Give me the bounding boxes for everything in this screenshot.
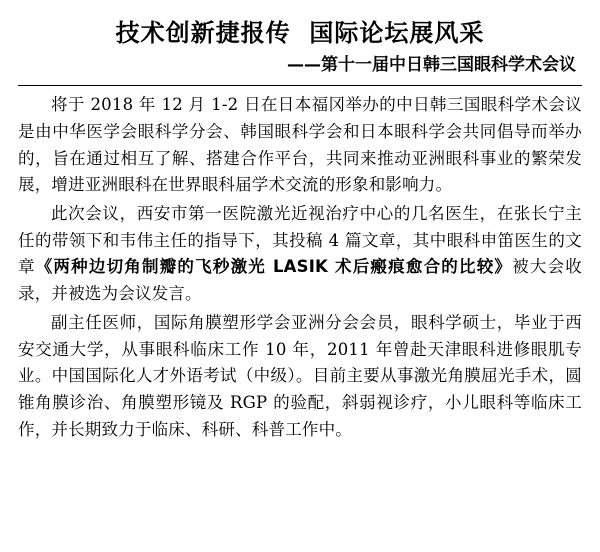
paragraph-3: 副主任医师，国际角膜塑形学会亚洲分会会员，眼科学硕士，毕业于西安交通大学，从事眼科临床工作 10 年，2011 年曾赴天津眼科进修眼肌专业。中国国际化人才外语考试（中级）。目前主要从事激光角膜屈光手术，圆锥角膜诊治、角膜塑形镜及 RGP 的验配，斜弱视诊疗，小儿眼科等临床工作，并长期致力于临床、科研、科普工作中。 bbox=[18, 312, 582, 439]
paragraph-2-part-b: 被大会收录，并被选为会议发言。 bbox=[18, 257, 582, 304]
paragraph-1: 将于 2018 年 12 月 1-2 日在日本福冈举办的中日韩三国眼科学术会议是由中华医学会眼科学分会、韩国眼科学会和日本眼科学会共同倡导而举办的，旨在通过相互了解、搭建合作平台，共同来推动亚洲眼科事业的繁荣发展，增进亚洲眼科在世界眼科届学术交流的形象和影响力。 bbox=[18, 95, 582, 195]
paragraph-2 bbox=[18, 201, 582, 308]
paragraph-2-part-a: 此次会议，西安市第一医院激光近视治疗中心的几名医生，在张长宁主任的带领下和韦伟主任的指导下，其投稿 4 篇文章，其中眼科申笛医生的文章 bbox=[18, 203, 582, 277]
page-subtitle: ——第十一届中日韩三国眼科学术会议 bbox=[287, 55, 576, 75]
paragraph-2-emphasis: 《两种边切角制瓣的飞秒激光 LASIK 术后瘢痕愈合的比较》 bbox=[35, 257, 513, 277]
title-divider bbox=[18, 85, 582, 86]
page-title: 技术创新捷报传 国际论坛展风采 bbox=[115, 19, 485, 47]
